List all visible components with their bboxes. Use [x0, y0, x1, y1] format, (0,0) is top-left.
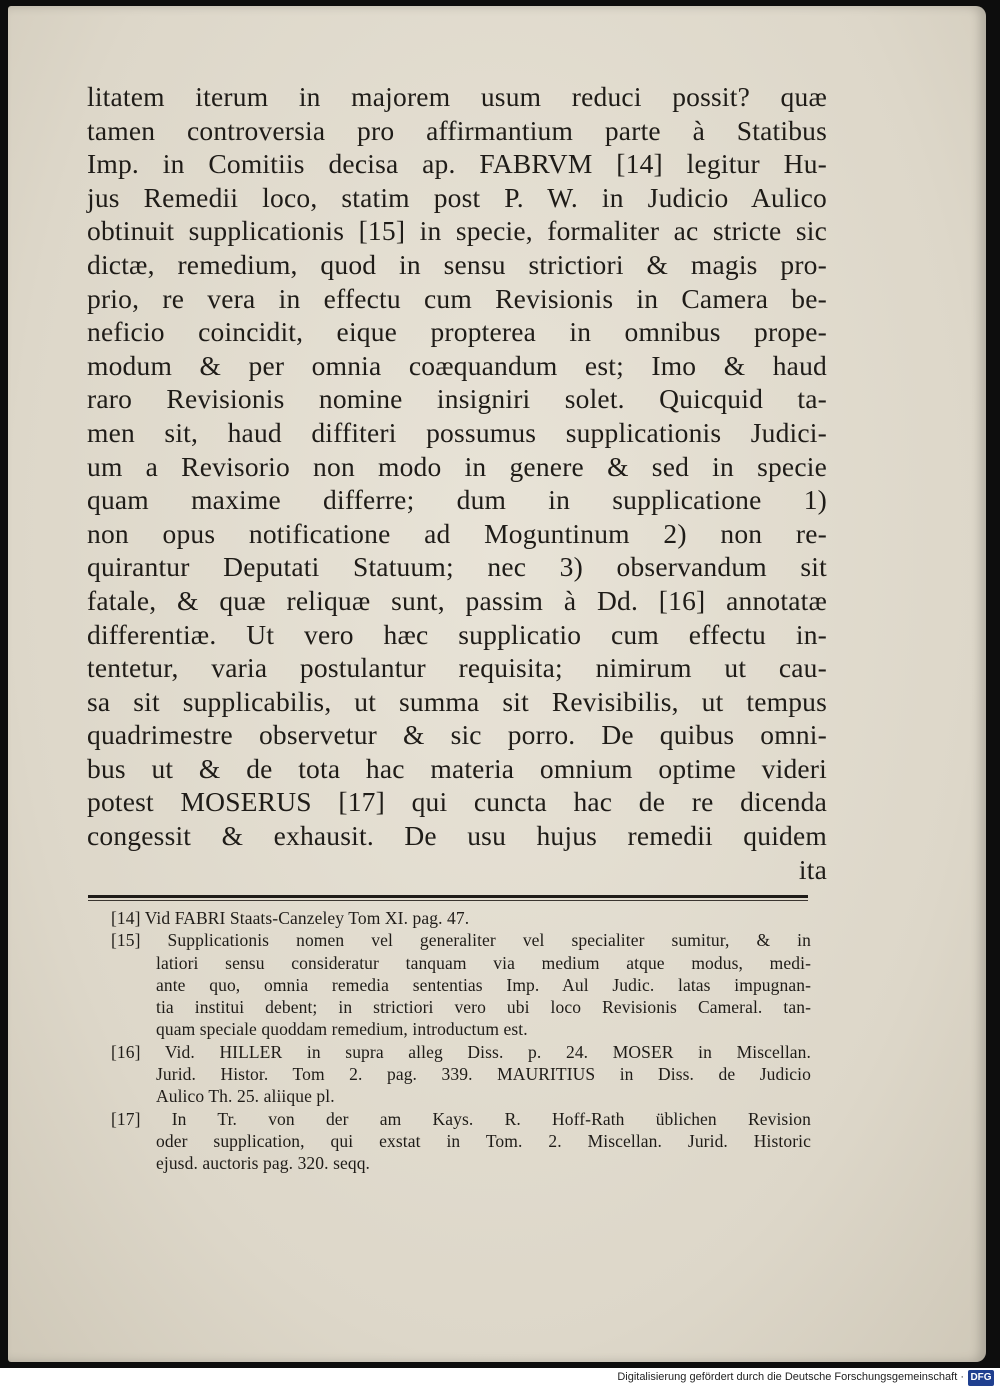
footnote-rule [88, 895, 808, 898]
text-line: quirantur Deputati Statuum; nec 3) observandum sit [87, 551, 827, 583]
text-line: differentiæ. Ut vero hæc supplicatio cum effectu in- [87, 618, 827, 650]
text-line: dictæ, remedium, quod in sensu strictiori & magis pro- [87, 248, 827, 280]
footnote-line: [14] Vid FABRI Staats-Canzeley Tom XI. pag. 47. [111, 908, 470, 928]
footnote-rule-thin [88, 900, 808, 901]
footer-credit: Digitalisierung gefördert durch die Deutsche Forschungsgemeinschaft · [617, 1371, 964, 1383]
dfg-logo[interactable]: DFG [968, 1370, 994, 1386]
text-line: jus Remedii loco, statim post P. W. in Judicio Aulico [87, 181, 827, 213]
text-line: tamen controversia pro affirmantium parte à Statibus [87, 114, 827, 146]
text-line: bus ut & de tota hac materia omnium optime videri [87, 752, 827, 784]
footnote-line: [16] Vid. HILLER in supra alleg Diss. p. 24. MOSER in Miscellan. [111, 1041, 811, 1062]
footnote-line: latiori sensu consideratur tanquam via medium atque modus, medi- [156, 952, 811, 973]
book-page [8, 6, 986, 1362]
text-line: non opus notificatione ad Moguntinum 2) non re- [87, 517, 827, 549]
catchword: ita [798, 853, 827, 885]
text-line: um a Revisorio non modo in genere & sed in specie [87, 450, 827, 482]
text-line: prio, re vera in effectu cum Revisionis in Camera be- [87, 282, 827, 314]
text-line: neficio coincidit, eique propterea in omnibus prope- [87, 316, 827, 348]
footnote-line: oder supplication, qui exstat in Tom. 2. Miscellan. Jurid. Historic [156, 1130, 811, 1151]
text-line: quam maxime differre; dum in supplicatione 1) [87, 484, 827, 516]
footnote-line: Jurid. Histor. Tom 2. pag. 339. MAURITIUS in Diss. de Judicio [156, 1064, 811, 1085]
text-line: Imp. in Comitiis decisa ap. FABRVM [14] legitur Hu- [87, 148, 827, 180]
text-line: sa sit supplicabilis, ut summa sit Revisibilis, ut tempus [87, 685, 827, 717]
text-line: tentetur, varia postulantur requisita; nimirum ut cau- [87, 652, 827, 684]
text-line: men sit, haud diffiteri possumus supplicationis Judici- [87, 416, 827, 448]
text-line: congessit & exhausit. De usu hujus remedii quidem [87, 820, 827, 852]
text-line: potest MOSERUS [17] qui cuncta hac de re dicenda [87, 786, 827, 818]
footnote-line: ante quo, omnia remedia sententias Imp. Aul Judic. latas impugnan- [156, 974, 811, 995]
text-line: quadrimestre observetur & sic porro. De quibus omni- [87, 719, 827, 751]
main-text-block [87, 80, 827, 886]
footnote-line: tia institui debent; in strictiori vero ubi loco Revisionis Cameral. tan- [156, 997, 811, 1018]
text-line: obtinuit supplicationis [15] in specie, formaliter ac stricte sic [87, 215, 827, 247]
text-line: fatale, & quæ reliquæ sunt, passim à Dd. [16] annotatæ [87, 584, 827, 616]
footnote-line: Aulico Th. 25. aliique pl. [156, 1086, 335, 1107]
text-line: modum & per omnia coæquandum est; Imo & haud [87, 349, 827, 381]
text-line: litatem iterum in majorem usum reduci possit? quæ [87, 81, 827, 112]
footnote-line: quam speciale quoddam remedium, introductum est. [156, 1019, 528, 1040]
footnote-line: [15] Supplicationis nomen vel generaliter vel specialiter sumitur, & in [111, 930, 811, 951]
text-line: raro Revisionis nomine insigniri solet. Quicquid ta- [87, 383, 827, 415]
footnote-line: ejusd. auctoris pag. 320. seqq. [156, 1153, 371, 1174]
footnotes-block [111, 907, 811, 1175]
footnote-line: [17] In Tr. von der am Kays. R. Hoff-Rath üblichen Revision [111, 1108, 811, 1129]
